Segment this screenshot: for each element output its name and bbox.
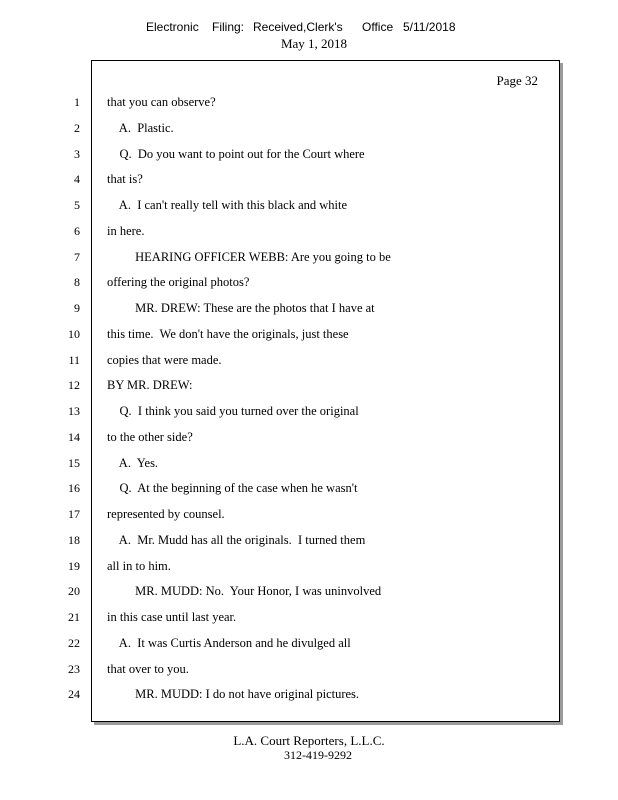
transcript-line-text: Q. Do you want to point out for the Court where [107,147,365,161]
line-number: 7 [74,250,80,264]
line-number: 5 [74,198,80,212]
page-number: Page 32 [496,73,538,88]
transcript-line-text: MR. MUDD: I do not have original pictures. [107,687,360,701]
line-number: 8 [74,275,80,289]
transcript-line-text: A. It was Curtis Anderson and he divulged all [107,636,351,650]
stamp-electronic: Electronic [146,20,199,34]
line-number: 9 [74,301,80,315]
stamp-received-clerks: Received,Clerk's [253,20,343,34]
line-number: 1 [74,95,80,109]
line-number: 18 [68,533,80,547]
line-number: 20 [68,584,80,598]
line-number: 6 [74,224,80,238]
transcript-line-text: in here. [107,224,145,238]
transcript-line-text: A. Yes. [107,456,159,470]
transcript-line-text: A. I can't really tell with this black and white [107,198,348,212]
transcript-line-text: A. Mr. Mudd has all the originals. I turned them [107,533,366,547]
line-number: 13 [68,404,80,418]
transcript-line-text: Q. I think you said you turned over the original [107,404,359,418]
line-number: 23 [68,662,80,676]
line-number: 16 [68,481,80,495]
transcript-line-text: that is? [107,172,143,186]
line-number: 24 [68,687,80,701]
transcript-line-text: A. Plastic. [107,121,174,135]
transcript-line-text: Q. At the beginning of the case when he wasn't [107,481,358,495]
stamp-date: 5/11/2018 [403,20,456,34]
line-number: 11 [68,353,80,367]
line-number: 22 [68,636,80,650]
line-number: 12 [68,378,80,392]
electronic-filing-stamp [0,20,618,36]
line-number: 10 [68,327,80,341]
line-number: 14 [68,430,80,444]
transcript-line-text: that over to you. [107,662,189,676]
line-number: 15 [68,456,80,470]
transcript-line-text: represented by counsel. [107,507,225,521]
stamp-filing: Filing: [212,20,245,34]
transcript-line-text: BY MR. DREW: [107,378,193,392]
transcript-line-text: MR. MUDD: No. Your Honor, I was uninvolved [107,584,382,598]
transcript-line-text: MR. DREW: These are the photos that I have at [107,301,375,315]
transcript-date: May 1, 2018 [280,36,348,51]
transcript-line-text: copies that were made. [107,353,222,367]
transcript-line-text: that you can observe? [107,95,216,109]
line-number: 4 [74,172,80,186]
line-number: 2 [74,121,80,135]
transcript-line-text: to the other side? [107,430,193,444]
transcript-line-text: HEARING OFFICER WEBB: Are you going to be [107,250,391,264]
transcript-line-text: all in to him. [107,559,171,573]
footer-company: L.A. Court Reporters, L.L.C. [233,733,385,748]
line-number: 17 [68,507,80,521]
line-number: 3 [74,147,80,161]
stamp-office: Office [362,20,394,34]
line-number: 21 [68,610,80,624]
line-number: 19 [68,559,80,573]
transcript-line-text: offering the original photos? [107,275,250,289]
transcript-line-text: in this case until last year. [107,610,237,624]
transcript-line-text: this time. We don't have the originals, just these [107,327,349,341]
footer-phone: 312-419-9292 [284,748,352,762]
